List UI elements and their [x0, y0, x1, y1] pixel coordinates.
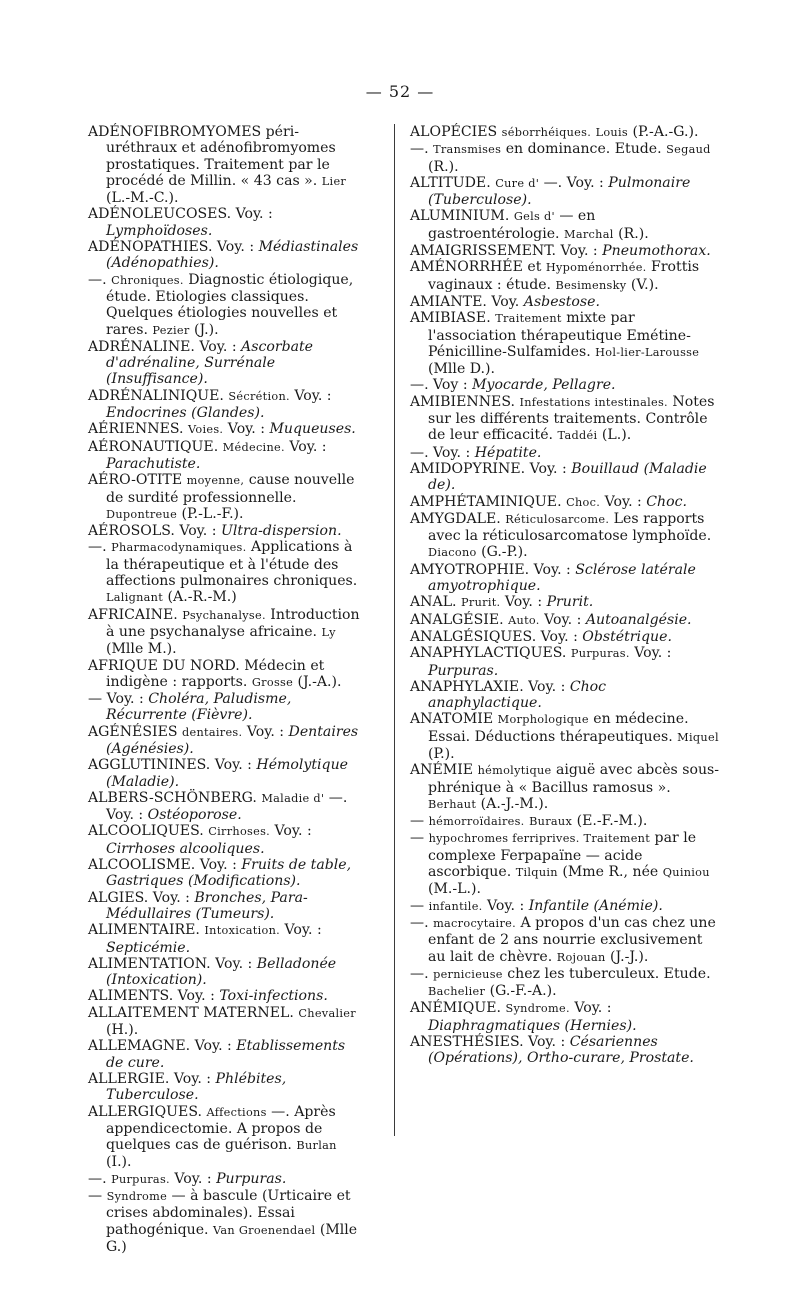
entry-text: ADRÉNALINIQUE.: [88, 387, 229, 404]
entry-text: AMYOTROPHIE. Voy. :: [410, 561, 576, 578]
small-caps-text: Traitement: [495, 312, 562, 326]
entry-text: —.: [410, 141, 434, 158]
small-caps-text: Affections: [206, 1105, 267, 1119]
entry-text: (G.-P.).: [476, 544, 528, 561]
entry-text: ALIMENTATION. Voy. :: [88, 955, 257, 972]
entry-text: Voy. :: [482, 897, 529, 914]
entry-text: Diagnostic étiologique, étude. Etiologies classiques. Quelques étiologies nouvelles et rares.: [106, 271, 354, 338]
small-caps-text: Purpuras.: [570, 647, 630, 661]
cross-reference: Belladonée (Intoxication).: [106, 955, 337, 989]
entry-text: AMIDOPYRINE. Voy. :: [410, 460, 572, 477]
small-caps-text: Prurit.: [461, 596, 501, 610]
entry-text: —: [410, 830, 429, 847]
small-caps-text: Cirrhoses.: [208, 825, 271, 839]
index-entry: [88, 988, 366, 1004]
index-entry: [410, 124, 720, 141]
page-number: — 52 —: [365, 82, 435, 101]
small-caps-text: Besimensky: [555, 278, 627, 292]
entry-text: AMIBIASE.: [410, 310, 496, 327]
small-caps-text: Rojouan: [556, 950, 606, 964]
entry-text: —.: [88, 271, 112, 288]
entry-text: AMPHÉTAMINIQUE.: [410, 493, 567, 510]
cross-reference: Choc.: [646, 493, 687, 510]
index-entry: [410, 294, 720, 310]
entry-text: ALLAITEMENT MATERNEL.: [88, 1004, 299, 1021]
entry-text: ALLERGIQUES.: [88, 1103, 207, 1120]
entry-text: ALTITUDE.: [410, 174, 496, 191]
cross-reference: Infantile (Anémie).: [528, 897, 663, 914]
cross-reference: Choléra, Paludisme, Récurrente (Fièvre).: [106, 691, 292, 724]
index-entry: [410, 1034, 720, 1067]
entry-text: —. Voy. :: [410, 444, 475, 461]
entry-text: ALCOOLIQUES.: [88, 823, 209, 840]
small-caps-text: Transmises: [433, 143, 502, 157]
entry-text: ANÉMIE: [410, 762, 478, 779]
entry-text: AÉROSOLS. Voy. :: [88, 523, 221, 540]
small-caps-text: Miquel: [677, 730, 719, 744]
small-caps-text: Gels d': [513, 210, 555, 224]
index-entry: [410, 966, 720, 1001]
entry-text: (J.-A.).: [293, 673, 342, 690]
entry-text: (V.).: [626, 276, 659, 293]
small-caps-text: Sécrétion.: [228, 389, 290, 403]
entry-text: (Mlle D.).: [428, 361, 496, 378]
cross-reference: Myocarde, Pellagre.: [472, 377, 616, 394]
cross-reference: Ultra-dispersion.: [220, 523, 342, 540]
left-column: [88, 124, 366, 1255]
entry-text: (H.).: [106, 1022, 139, 1039]
index-entry: [410, 711, 720, 762]
entry-text: ALGIES. Voy. :: [88, 889, 195, 906]
entry-text: AÉRIENNES.: [88, 421, 188, 438]
cross-reference: Césariennes (Opérations), Ortho-curare, Prostate.: [428, 1034, 694, 1067]
entry-text: cause nouvelle de surdité professionnelle.: [106, 472, 355, 506]
small-caps-text: Hypoménorrhée.: [545, 261, 647, 275]
entry-text: ALUMINIUM.: [410, 208, 514, 225]
entry-text: AGÉNÉSIES: [88, 723, 182, 740]
entry-text: Voy. :: [242, 723, 289, 740]
entry-text: (J.-J.).: [605, 948, 649, 965]
entry-text: ADÉNOFIBROMYOMES péri-uréthraux et adénofibromyomes prostatiques. Traitement par le procédé de Millin. « 43 cas ».: [88, 124, 336, 189]
small-caps-text: Syndrome.: [505, 1002, 570, 1016]
index-entry: [410, 310, 720, 377]
small-caps-text: Van Groenendael: [213, 1223, 316, 1237]
index-entry: [410, 175, 720, 209]
entry-text: AFRIQUE DU NORD. Médecin et indigène : rapports.: [88, 657, 325, 690]
small-caps-text: Auto.: [508, 613, 540, 627]
cross-reference: Etablissements de cure.: [106, 1038, 346, 1071]
small-caps-text: Diacono: [428, 546, 477, 560]
index-entry: [410, 494, 720, 511]
small-caps-text: Ly: [321, 625, 336, 639]
small-caps-text: Berhaut: [428, 797, 477, 811]
cross-reference: Phlébites, Tuberculose.: [106, 1070, 287, 1104]
index-entry: [410, 898, 720, 915]
cross-reference: Ascorbate d'adrénaline, Surrénale (Insuffisance).: [106, 338, 314, 388]
small-caps-text: dentaires.: [182, 725, 243, 739]
index-entry: [88, 757, 366, 790]
entry-text: (Mlle G.): [106, 1221, 358, 1255]
index-entry: [88, 472, 366, 523]
small-caps-text: séborrhéiques.: [501, 126, 592, 139]
small-caps-text: Morphologique: [497, 713, 589, 727]
cross-reference: Toxi-infections.: [219, 988, 328, 1005]
entry-text: en dominance. Etude.: [501, 141, 667, 158]
entry-text: —: [410, 813, 429, 830]
cross-reference: Endocrines (Glandes).: [106, 405, 265, 422]
index-entry: [410, 377, 720, 393]
index-entry: [88, 239, 366, 272]
small-caps-text: Chevalier: [298, 1006, 356, 1020]
small-caps-text: macrocytaire.: [433, 916, 516, 930]
index-entry: [410, 645, 720, 679]
index-entry: [88, 658, 366, 692]
cross-reference: Purpuras.: [216, 1170, 287, 1187]
small-caps-text: Réticulosarcome.: [505, 512, 610, 526]
entry-text: (P.-A.-G.).: [627, 124, 699, 140]
entry-text: (Mlle M.).: [106, 641, 177, 658]
cross-reference: Asbestose.: [523, 293, 600, 310]
entry-text: —: [88, 1188, 107, 1204]
entry-text: (J.).: [189, 321, 219, 338]
entry-text: (L.-M.-C.).: [106, 190, 179, 207]
cross-reference: Lymphoïdoses.: [106, 222, 213, 239]
entry-text: Applications à la thérapeutique et à l'étude des affections pulmonaires chroniques.: [106, 539, 358, 590]
entry-text: —.: [88, 539, 112, 556]
small-caps-text: Hol-lier-Larousse: [595, 345, 700, 359]
cross-reference: Pneumothorax.: [602, 243, 711, 260]
entry-text: (P.).: [428, 745, 455, 762]
entry-text: Notes sur les différents traitements. Contrôle de leur efficacité.: [428, 393, 715, 444]
index-entry: [88, 439, 366, 473]
small-caps-text: hémorroïdaires.: [428, 815, 525, 829]
small-caps-text: Louis: [595, 126, 628, 139]
small-caps-text: Segaud: [666, 143, 711, 157]
small-caps-text: Voies.: [188, 423, 224, 437]
entry-text: ALLERGIE. Voy. :: [88, 1070, 216, 1087]
entry-text: en médecine. Essai. Déductions thérapeutiques.: [428, 711, 689, 745]
entry-text: Les rapports avec la réticulosarcomatose lymphoïde.: [428, 510, 712, 545]
entry-text: AMYGDALE.: [410, 510, 506, 527]
index-entry: [88, 691, 366, 724]
cross-reference: Cirrhoses alcooliques.: [106, 840, 265, 857]
small-caps-text: Grosse: [251, 675, 294, 689]
index-entry: [410, 612, 720, 629]
index-entry: [88, 1005, 366, 1039]
entry-text: AFRICAINE.: [88, 606, 183, 623]
entry-text: ANALGÉSIE.: [410, 611, 509, 628]
entry-text: ANAPHYLAXIE. Voy. :: [410, 678, 570, 695]
index-entry: [410, 461, 720, 494]
entry-text: ANATOMIE: [410, 711, 498, 728]
entry-text: Voy. :: [600, 493, 647, 510]
entry-text: — à bascule (Urticaire et crises abdominales). Essai pathogénique.: [106, 1188, 351, 1238]
entry-text: (L.).: [597, 427, 632, 444]
entry-text: Introduction à une psychanalyse africaine.: [106, 606, 360, 640]
entry-text: —.: [410, 914, 434, 931]
entry-text: ALLEMAGNE. Voy. :: [88, 1038, 237, 1055]
small-caps-text: Quiniou: [662, 866, 710, 880]
entry-text: (Mme R., née: [557, 864, 663, 881]
index-entry: [410, 445, 720, 461]
index-entry: [88, 206, 366, 239]
index-entry: [410, 208, 720, 243]
index-entry: [410, 915, 720, 966]
small-caps-text: Cure d': [495, 176, 540, 190]
column-divider: [394, 124, 395, 1136]
index-entry: [410, 813, 720, 830]
cross-reference: Choc anaphylactique.: [428, 678, 607, 712]
entry-text: ANALGÉSIQUES. Voy. :: [410, 628, 583, 645]
entry-text: Voy. :: [539, 611, 586, 628]
small-caps-text: Maladie d': [261, 791, 325, 805]
entry-text: —. Après appendicectomie. A propos de quelques cas de guérison.: [106, 1103, 336, 1154]
cross-reference: Muqueuses.: [269, 421, 356, 438]
index-entry: [88, 890, 366, 923]
entry-text: ALCOOLISME. Voy. :: [88, 857, 242, 874]
entry-text: (R.).: [613, 225, 649, 242]
entry-text: A propos d'un cas chez une enfant de 2 ans nourrie exclusivement au lait de chèvre.: [428, 914, 716, 965]
entry-text: AMIBIENNES.: [410, 393, 520, 410]
small-caps-text: Purpuras.: [111, 1172, 170, 1186]
entry-text: AMAIGRISSEMENT. Voy. :: [410, 243, 603, 260]
entry-text: Voy. :: [500, 594, 547, 611]
entry-text: ALIMENTAIRE.: [88, 922, 205, 939]
index-entry: [410, 594, 720, 611]
index-entry: [410, 243, 720, 259]
index-entry: [88, 1104, 366, 1171]
small-caps-text: Pezier: [152, 323, 190, 337]
cross-reference: Bronches, Para-Médullaires (Tumeurs).: [106, 889, 308, 922]
entry-text: Voy. :: [289, 387, 332, 404]
cross-reference: Purpuras.: [428, 662, 499, 679]
entry-text: (M.-L.).: [428, 881, 481, 898]
entry-text: par le complexe Ferpapaïne — acide ascorbique.: [428, 830, 697, 881]
cross-reference: Médiastinales (Adénopathies).: [106, 239, 359, 272]
small-caps-text: Buraux: [529, 815, 573, 829]
entry-text: ALOPÉCIES: [410, 124, 502, 140]
index-entry: [88, 956, 366, 989]
cross-reference: Ostéoporose.: [147, 807, 242, 824]
entry-text: —.: [88, 1170, 112, 1187]
entry-text: Voy. :: [284, 438, 327, 455]
entry-text: —. Voy. :: [106, 789, 348, 824]
entry-text: (E.-F.-M.).: [572, 813, 648, 830]
index-entry: [410, 141, 720, 175]
small-caps-text: Bachelier: [428, 985, 486, 999]
index-entry: [88, 724, 366, 758]
entry-text: ANAL.: [410, 594, 462, 611]
entry-text: (R.).: [428, 158, 459, 175]
index-entry: [88, 922, 366, 956]
small-caps-text: Lalignant: [106, 591, 164, 605]
entry-text: Voy. :: [223, 421, 270, 438]
cross-reference: Parachutiste.: [106, 455, 201, 472]
cross-reference: Septicémie.: [106, 939, 191, 956]
entry-text: Frottis vaginaux : étude.: [428, 259, 700, 293]
small-caps-text: Marchal: [564, 227, 614, 241]
small-caps-text: Taddéi: [557, 429, 598, 443]
cross-reference: Fruits de table, Gastriques (Modifications).: [106, 857, 352, 890]
small-caps-text: pernicieuse: [433, 967, 503, 981]
entry-text: AMIANTE. Voy.: [410, 293, 524, 310]
index-entry: [88, 857, 366, 890]
index-entry: [88, 539, 366, 606]
index-entry: [88, 272, 366, 339]
entry-text: ANÉMIQUE.: [410, 1000, 506, 1017]
index-entry: [88, 1188, 366, 1255]
small-caps-text: Burlan: [296, 1139, 337, 1153]
index-entry: [410, 511, 720, 562]
entry-text: (P.-L.-F.).: [177, 505, 244, 522]
small-caps-text: infantile.: [428, 899, 483, 913]
small-caps-text: Psychanalyse.: [182, 608, 266, 622]
entry-text: ADÉNOLEUCOSES. Voy. :: [88, 206, 273, 223]
index-entry: [410, 629, 720, 645]
entry-text: —: [410, 897, 429, 914]
small-caps-text: Médecine.: [222, 440, 285, 454]
index-entry: [88, 421, 366, 438]
entry-text: chez les tuberculeux. Etude.: [502, 965, 711, 982]
index-entry: [88, 607, 366, 658]
entry-text: AGGLUTININES. Voy. :: [88, 757, 257, 774]
entry-text: (A.-R.-M.): [163, 589, 237, 606]
entry-text: —. Voy. :: [539, 174, 609, 191]
index-entry: [88, 339, 366, 388]
entry-text: Voy. :: [169, 1170, 217, 1187]
entry-text: AÉRO-OTITE: [88, 472, 187, 489]
entry-text: —.: [410, 965, 434, 982]
index-entry: [88, 388, 366, 422]
small-caps-text: Tilquin: [515, 866, 558, 880]
cross-reference: Diaphragmatiques (Hernies).: [428, 1017, 637, 1034]
cross-reference: Hémolytique (Maladie).: [106, 757, 348, 790]
index-entry: [410, 259, 720, 294]
index-entry: [88, 124, 366, 206]
cross-reference: Autoanalgésie.: [585, 611, 692, 628]
small-caps-text: Dupontreue: [106, 507, 178, 521]
cross-reference: Pulmonaire (Tuberculose).: [428, 174, 691, 209]
index-entry: [88, 823, 366, 857]
small-caps-text: Choc.: [566, 495, 601, 509]
entry-text: ANAPHYLACTIQUES.: [410, 645, 571, 662]
entry-text: ADÉNOPATHIES. Voy. :: [88, 239, 259, 256]
entry-text: (G.-F.-A.).: [485, 983, 557, 1000]
entry-text: Voy. :: [569, 1000, 612, 1017]
index-entry: [410, 1000, 720, 1034]
small-caps-text: Pharmacodynamiques.: [111, 541, 247, 555]
small-caps-text: Infestations intestinales.: [519, 395, 668, 409]
small-caps-text: Syndrome: [106, 1190, 168, 1203]
right-column: [410, 124, 720, 1067]
cross-reference: Hépatite.: [474, 444, 542, 461]
entry-text: (A.-J.-M.).: [476, 795, 549, 812]
small-caps-text: hypochromes ferriprives. Traitement: [428, 832, 651, 846]
index-entry: [88, 1171, 366, 1188]
cross-reference: Dentaires (Agénésies).: [106, 723, 359, 757]
small-caps-text: hémolytique: [477, 764, 552, 778]
index-entry: [88, 1071, 366, 1104]
entry-text: mixte par l'association thérapeutique Emétine-Pénicilline-Sulfamides.: [428, 310, 691, 360]
index-entry: [410, 394, 720, 445]
entry-text: ANESTHÉSIES. Voy. :: [410, 1034, 570, 1051]
entry-text: Voy. :: [629, 645, 672, 662]
entry-text: —. Voy :: [410, 377, 473, 394]
entry-text: Voy. :: [270, 823, 312, 840]
index-entry: [88, 523, 366, 539]
small-caps-text: Chroniques.: [111, 273, 184, 287]
entry-text: ALIMENTS. Voy. :: [88, 988, 220, 1005]
entry-text: aiguë avec abcès sous-phrénique à « Bacillus ramosus ».: [428, 762, 720, 796]
small-caps-text: Lier: [321, 174, 347, 188]
cross-reference: Bouillaud (Maladie de).: [428, 460, 707, 494]
entry-text: (I.).: [106, 1154, 132, 1171]
index-entry: [410, 762, 720, 813]
index-entry: [410, 679, 720, 712]
index-entry: [88, 1038, 366, 1071]
entry-text: ALBERS-SCHÖNBERG.: [88, 789, 262, 806]
entry-text: — Voy. :: [88, 691, 149, 708]
entry-text: Voy. :: [280, 922, 322, 939]
index-entry: [88, 790, 366, 824]
index-entry: [410, 562, 720, 595]
cross-reference: Obstétrique.: [582, 628, 672, 645]
index-entry: [410, 830, 720, 897]
entry-text: ADRÉNALINE. Voy. :: [88, 338, 242, 355]
entry-text: AMÉNORRHÉE et: [410, 259, 546, 276]
small-caps-text: moyenne,: [186, 474, 245, 488]
entry-text: AÉRONAUTIQUE.: [88, 438, 223, 455]
cross-reference: Prurit.: [546, 594, 594, 611]
cross-reference: Sclérose latérale amyotrophique.: [428, 561, 696, 595]
small-caps-text: Intoxication.: [204, 924, 281, 938]
entry-text: — en gastroentérologie.: [428, 208, 596, 242]
